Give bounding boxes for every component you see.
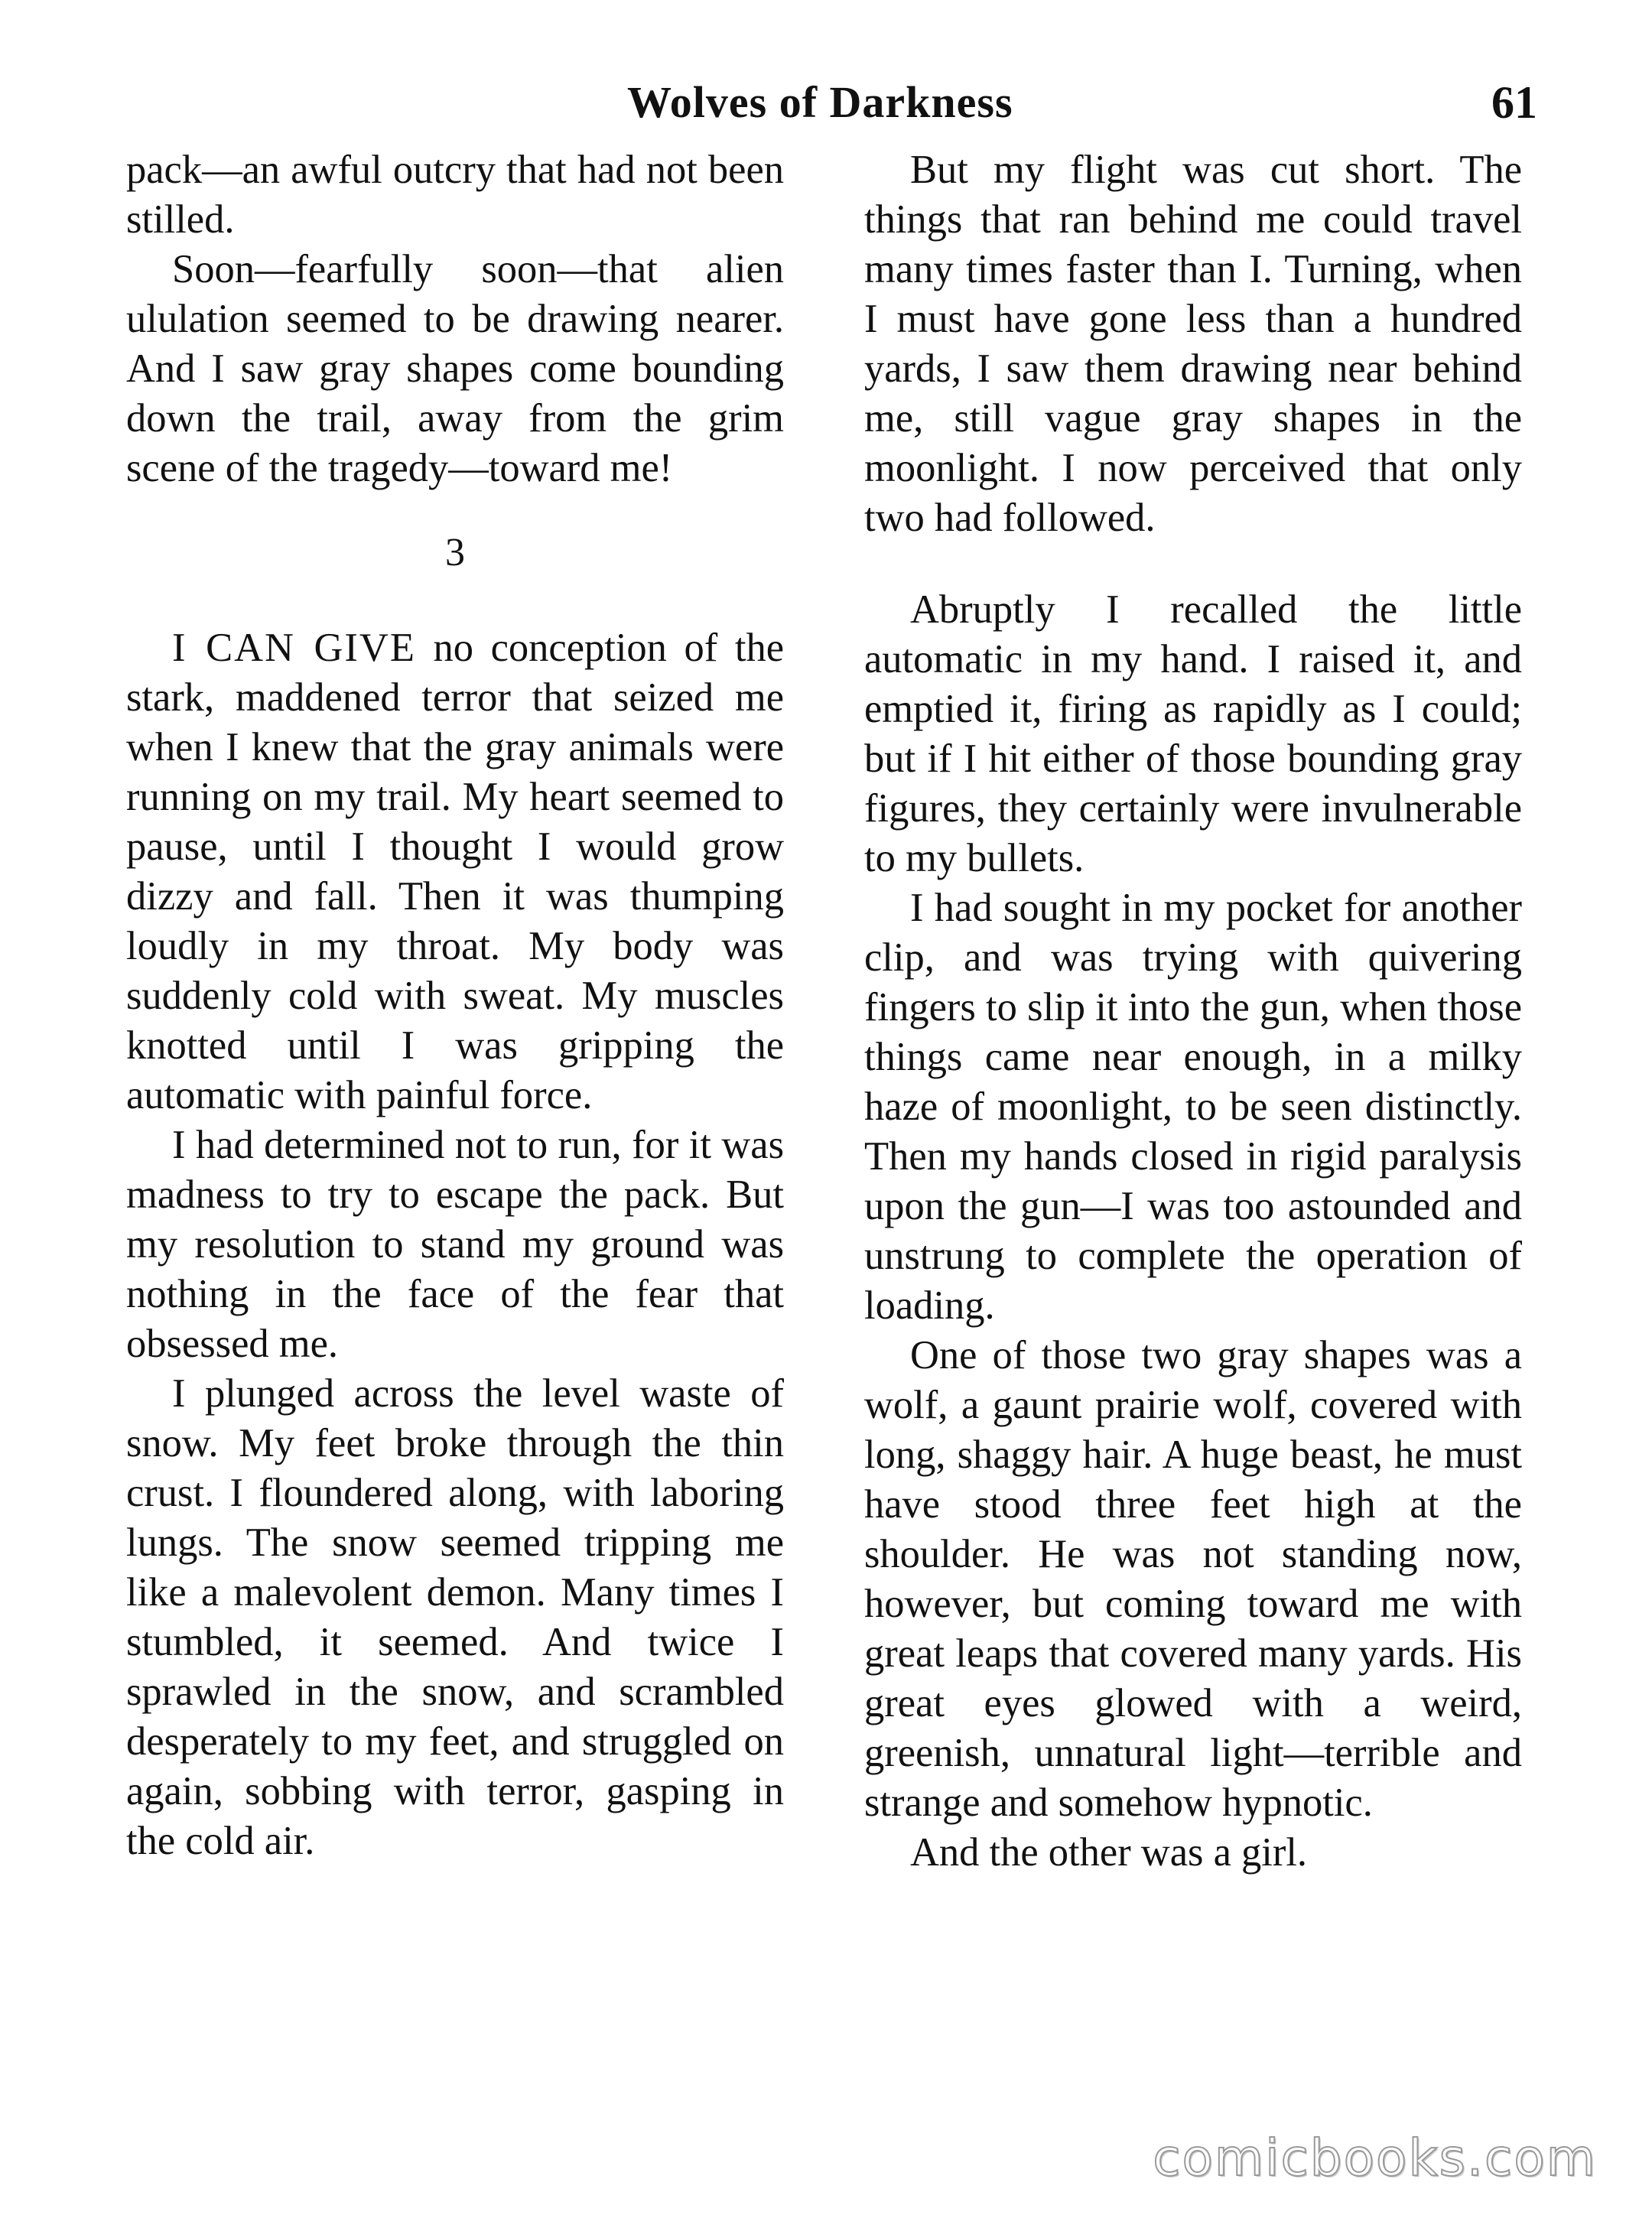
- paragraph: I had determined not to run, for it was madness to try to escape the pack. But my resolution to stand my ground was nothing in the face of the fear that obsessed me.: [126, 1123, 784, 1366]
- paragraph: pack—an awful outcry that had not been stilled.: [126, 148, 784, 242]
- paragraph: I plunged across the level waste of snow. My feet broke through the thin crust. I floundered along, with laboring lungs. The snow seemed tripping me like a malevolent demon. Many times I stumbled, it seemed. And twice I sprawled in the snow, and scrambled desperately to my feet, and struggled on again, sobbing with terror, gasping in the cold air.: [126, 1371, 784, 1863]
- paragraph: Soon—fearfully soon—that alien ululation seemed to be drawing nearer. And I saw gray shapes come bounding down the trail, away from the grim scene of the tragedy—toward me!: [126, 247, 784, 490]
- paragraph: And the other was a girl.: [910, 1830, 1308, 1875]
- page-number: 61: [1491, 77, 1537, 128]
- left-column: [126, 145, 784, 1866]
- paragraph: [126, 623, 784, 1120]
- watermark: comicbooks.com: [1153, 2129, 1597, 2187]
- paragraph: Abruptly I recalled the little automatic in my hand. I raised it, and emptied it, firing as rapidly as I could; but if I hit either of those bounding gray figures, they certainly were invulnerable to my bullets.: [864, 587, 1522, 880]
- paragraph: I had sought in my pocket for another clip, and was trying with quivering fingers to slip it into the gun, when those things came near enough, in a milky haze of moonlight, to be seen distinctly. Then my hands closed in rigid paralysis upon the gun—I was too astounded and unstrung to complete the operation of loading.: [864, 886, 1522, 1328]
- paragraph: But my flight was cut short. The things that ran behind me could travel many times faster than I. Turning, when I must have gone less than a hundred yards, I saw them drawing near behind me, still vague gray shapes in the moonlight. I now perceived that only two had followed.: [864, 148, 1522, 540]
- running-title: Wolves of Darkness: [627, 77, 1013, 127]
- page-header: [0, 76, 1652, 145]
- right-column: [864, 145, 1522, 1878]
- paragraph: One of those two gray shapes was a wolf, a gaunt prairie wolf, covered with long, shaggy hair. A huge beast, he must have stood three feet high at the shoulder. He was not standing now, however, but coming toward me with great leaps that covered many yards. His great eyes glowed with a weird, greenish, unnatural light—terrible and strange and somehow hypnotic.: [864, 1333, 1522, 1825]
- section-gap: [864, 543, 1522, 585]
- paragraph-text: no conception of the stark, maddened terror that seized me when I knew that the gray animals were running on my trail. My heart seemed to pause, until I thought I would grow dizzy and fall. Then it was thumping loudly in my throat. My body was suddenly cold with sweat. My muscles knotted until I was gripping the automatic with painful force.: [126, 626, 784, 1117]
- opening-caps: I CAN GIVE: [172, 626, 416, 670]
- section-number: 3: [445, 531, 465, 574]
